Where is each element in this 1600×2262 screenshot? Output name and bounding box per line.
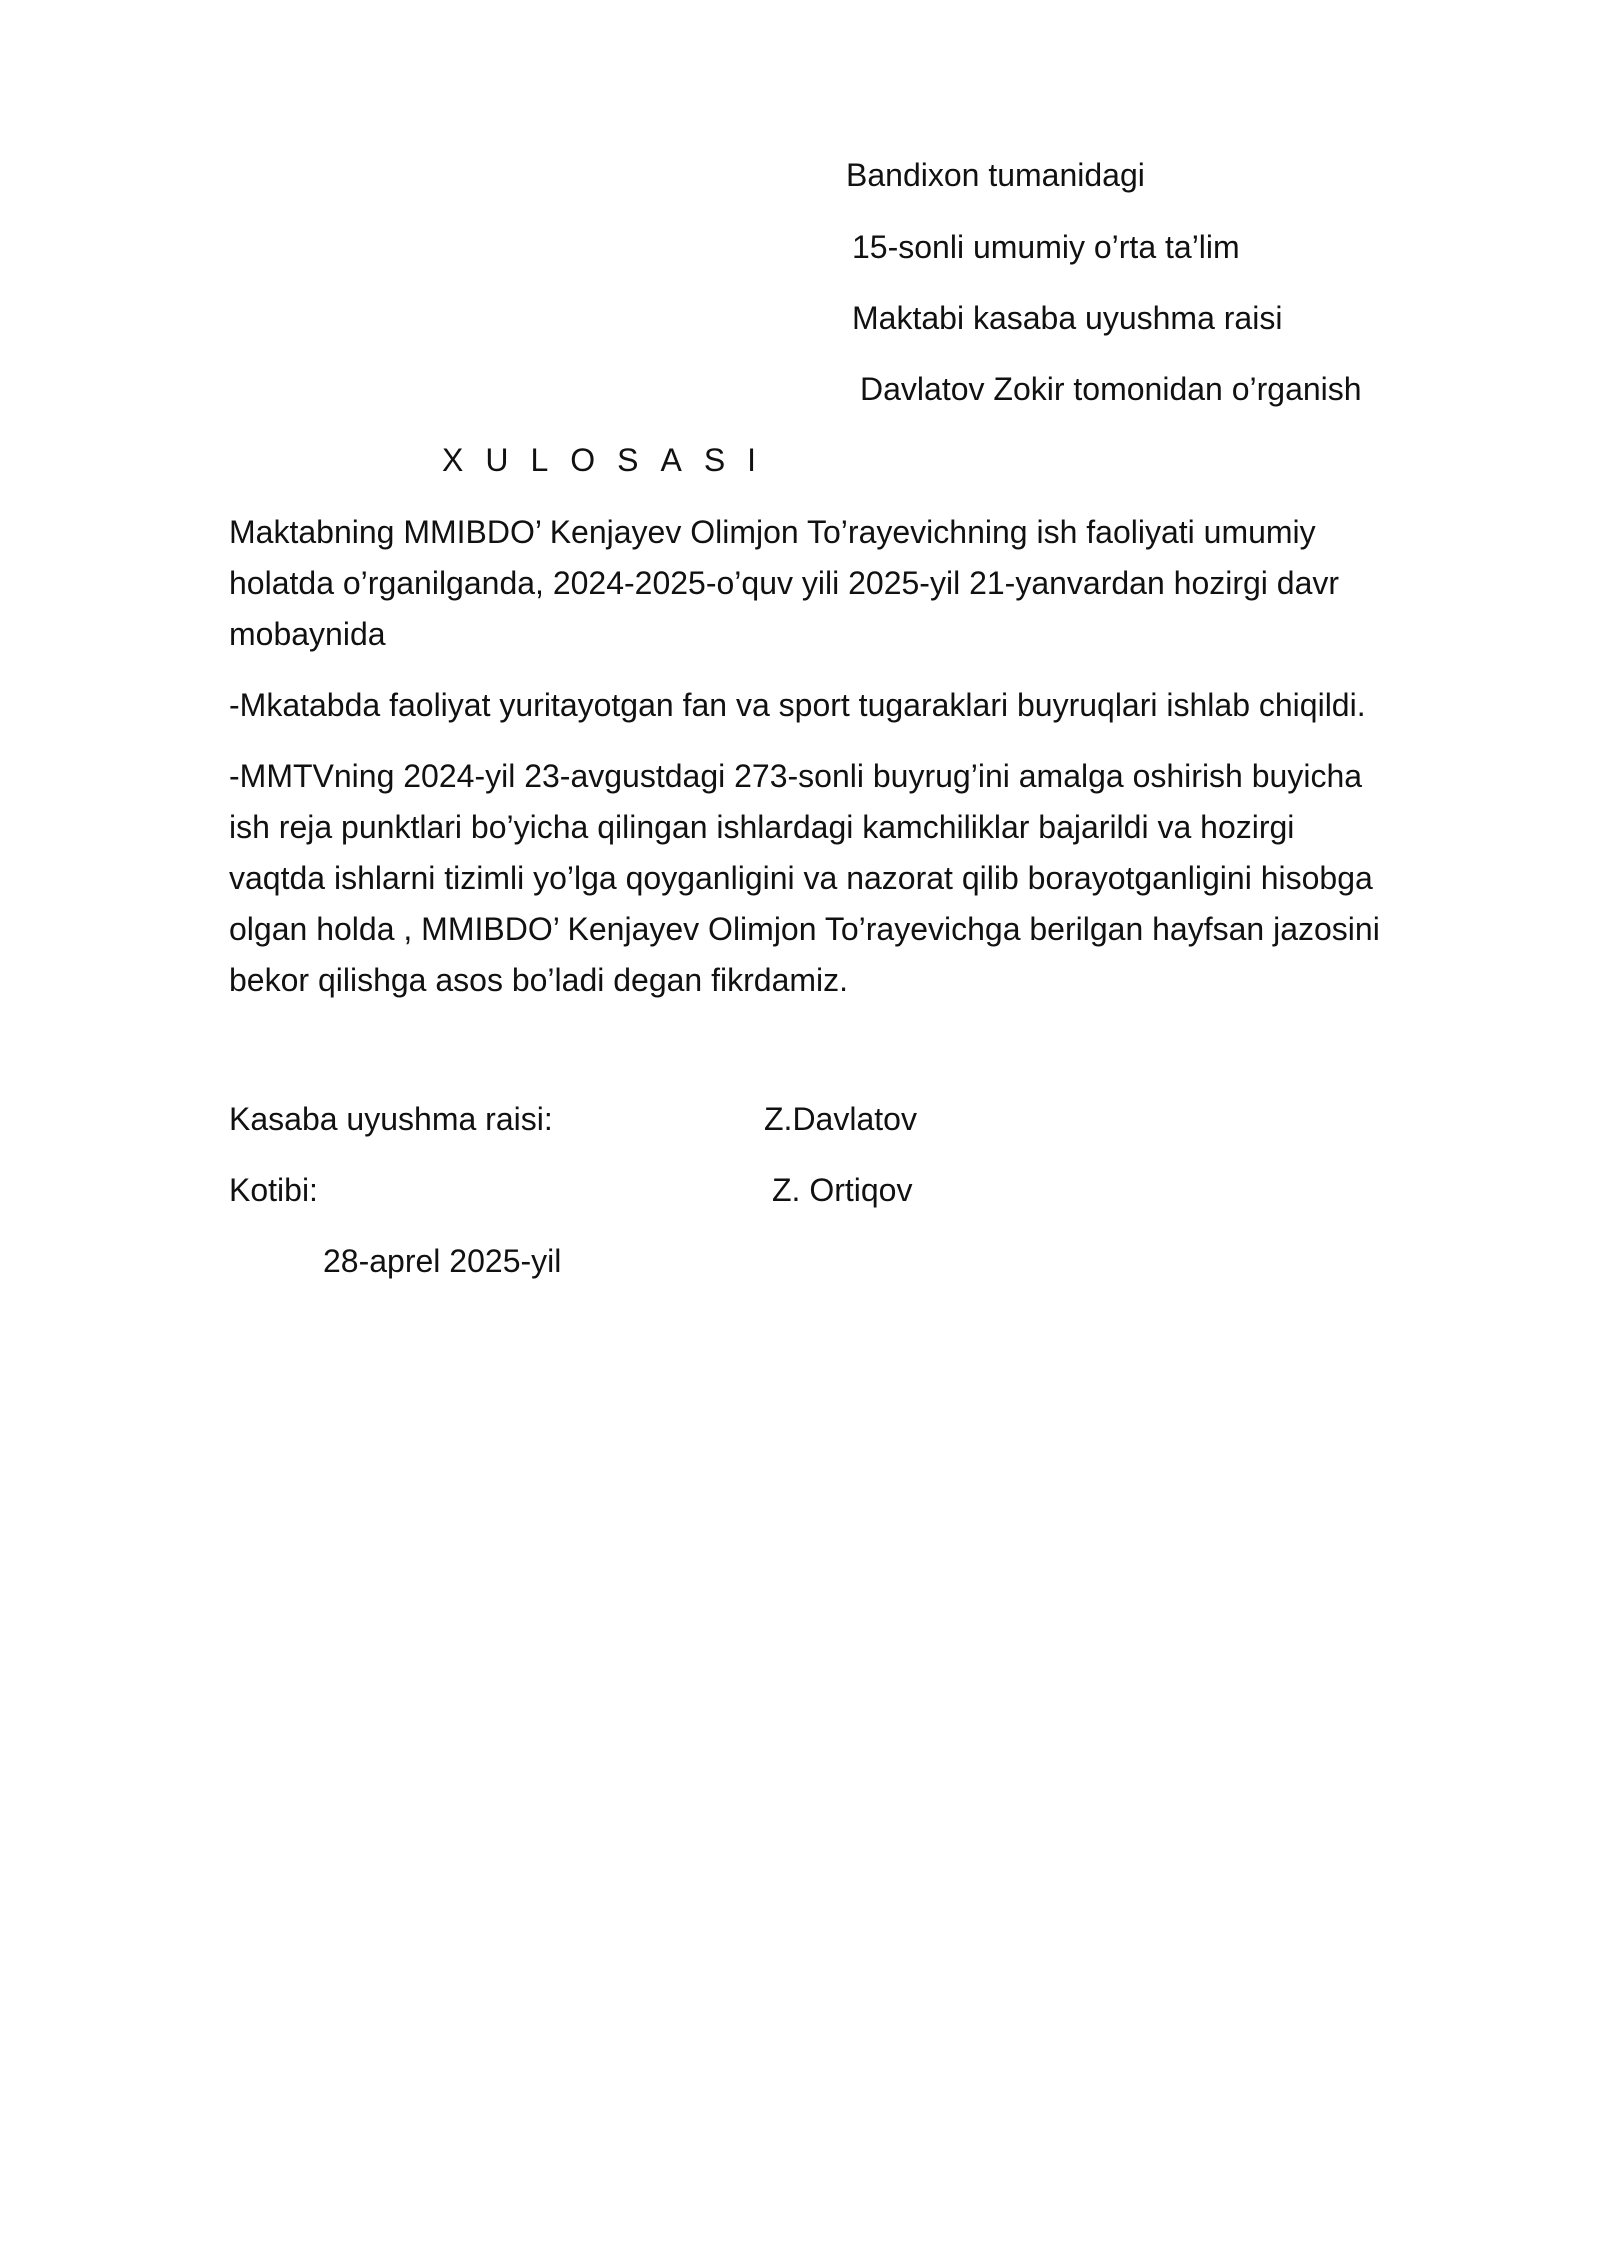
header-line-author: Davlatov Zokir tomonidan o’rganish <box>860 371 1362 407</box>
header-line-school: 15-sonli umumiy o’rta ta’lim <box>852 229 1240 265</box>
paragraph-3-line-5: bekor qilishga asos bo’ladi degan fikrdamiz. <box>229 962 849 998</box>
document-date: 28-aprel 2025-yil <box>323 1243 562 1279</box>
paragraph-1-line-3: mobaynida <box>229 616 386 652</box>
header-line-district: Bandixon tumanidagi <box>846 157 1145 193</box>
paragraph-1-line-1: Maktabning MMIBDO’ Kenjayev Olimjon To’rayevichning ish faoliyati umumiy <box>229 514 1316 550</box>
paragraph-3-line-1: -MMTVning 2024-yil 23-avgustdagi 273-sonli buyrug’ini amalga oshirish buyicha <box>229 758 1363 794</box>
signature-role-chairman: Kasaba uyushma raisi: <box>229 1101 553 1137</box>
paragraph-1-line-2: holatda o’rganilganda, 2024-2025-o’quv yili 2025-yil 21-yanvardan hozirgi davr <box>229 565 1340 601</box>
paragraph-2-line-1: -Mkatabda faoliyat yuritayotgan fan va sport tugaraklari buyruqlari ishlab chiqildi. <box>229 687 1366 723</box>
paragraph-3-line-3: vaqtda ishlarni tizimli yo’lga qoyganligini va nazorat qilib borayotganligini hisobga <box>229 860 1373 896</box>
signature-name-secretary: Z. Ortiqov <box>772 1172 913 1208</box>
header-line-position: Maktabi kasaba uyushma raisi <box>852 300 1283 336</box>
paragraph-3-line-4: olgan holda , MMIBDO’ Kenjayev Olimjon To’rayevichga berilgan hayfsan jazosini <box>229 911 1380 947</box>
signature-role-secretary: Kotibi: <box>229 1172 318 1208</box>
signature-name-chairman: Z.Davlatov <box>764 1101 917 1137</box>
document-title: XULOSASI <box>442 442 779 478</box>
paragraph-3-line-2: ish reja punktlari bo’yicha qilingan ishlardagi kamchiliklar bajarildi va hozirgi <box>229 809 1295 845</box>
